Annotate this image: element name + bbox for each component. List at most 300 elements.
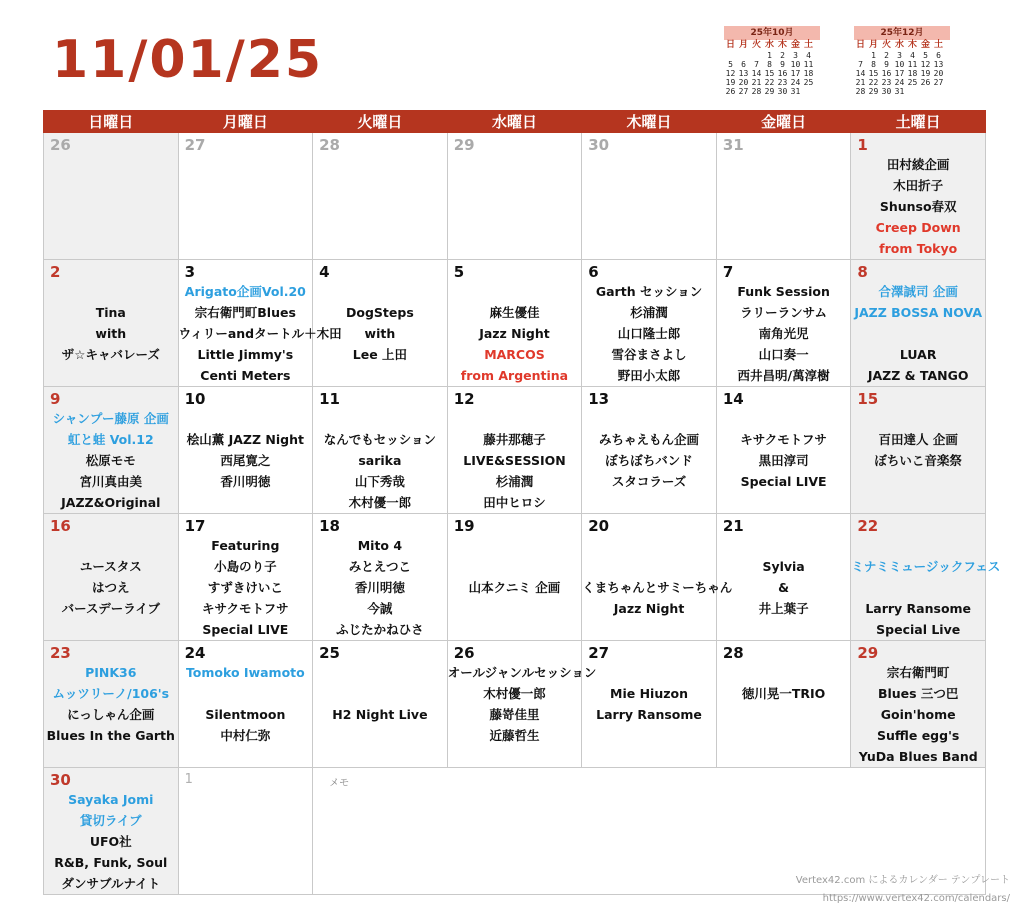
- event-list: [44, 662, 178, 746]
- event-line: 合澤誠司 企画: [878, 284, 958, 299]
- weekday-header-fri: 金曜日: [716, 111, 851, 133]
- event-line: Creep Down: [875, 220, 961, 235]
- mini-day: 18: [907, 69, 918, 78]
- template-credit: Vertex42.com によるカレンダー テンプレート: [795, 875, 1010, 886]
- event-line: JAZZ&Original: [61, 495, 161, 510]
- day-number: 8: [857, 263, 868, 281]
- day-cell-fri[interactable]: [716, 260, 851, 387]
- event-line: 杉浦潤: [630, 305, 668, 320]
- event-line: [717, 408, 851, 429]
- day-cell-wed[interactable]: [447, 514, 582, 641]
- event-line: [179, 683, 313, 704]
- event-line: [313, 662, 447, 683]
- event-line: 百田達人 企画: [878, 432, 958, 447]
- event-line: オールジャンルセッション: [447, 665, 597, 680]
- mini-calendar-week: [724, 69, 824, 78]
- mini-day: 30: [881, 87, 892, 96]
- event-line: 山口隆士郎: [617, 326, 681, 341]
- mini-weekday: 月: [868, 40, 878, 50]
- mini-calendar-header: 25年10月: [724, 26, 820, 40]
- day-number: 4: [319, 263, 330, 281]
- day-cell-wed[interactable]: [447, 641, 597, 768]
- day-number: 21: [722, 517, 744, 535]
- event-line: 小島のり子: [214, 559, 277, 574]
- day-number: 26: [50, 136, 71, 154]
- day-cell-mon[interactable]: [178, 641, 313, 768]
- mini-day: 5: [728, 60, 733, 69]
- event-line: [448, 556, 582, 577]
- mini-weekday: 火: [751, 40, 761, 50]
- event-list: [44, 281, 178, 365]
- event-list: [851, 408, 985, 471]
- mini-day: 31: [790, 87, 801, 96]
- mini-day: [919, 87, 932, 96]
- event-list: [178, 281, 342, 386]
- event-line: ミナミミュージックフェス: [851, 559, 1001, 574]
- event-line: LIVE&SESSION: [463, 453, 566, 468]
- page-title: 11/01/25: [52, 30, 324, 90]
- event-line: [582, 556, 716, 577]
- event-line: ダンサブルナイト: [61, 876, 161, 891]
- mini-day: 11: [907, 60, 918, 69]
- mini-day: 14: [855, 69, 866, 78]
- mini-weekday: 日: [725, 40, 735, 50]
- week-row: [44, 641, 986, 768]
- event-list: [717, 535, 851, 619]
- event-line: UFO社: [89, 834, 132, 849]
- event-line: 麻生優佳: [489, 305, 540, 320]
- day-cell-fri[interactable]: [716, 133, 851, 260]
- mini-day: [750, 51, 763, 60]
- event-line: ムッツリーノ/106's: [52, 686, 170, 701]
- mini-day: 19: [920, 69, 931, 78]
- day-cell-fri[interactable]: [716, 387, 851, 514]
- event-line: [851, 535, 985, 556]
- event-line: Blues 三つ巴: [877, 686, 959, 701]
- event-line: 雪谷まさよし: [611, 347, 687, 362]
- event-line: Larry Ransome: [865, 601, 972, 616]
- event-line: ぼちぼちバンド: [605, 453, 693, 468]
- event-line: with: [364, 326, 396, 341]
- week-row: [44, 387, 986, 514]
- event-line: [717, 662, 851, 683]
- mini-day: 19: [725, 78, 736, 87]
- day-cell-fri[interactable]: [716, 641, 851, 768]
- event-line: 徳川晃一TRIO: [741, 686, 826, 701]
- event-line: Jazz Night: [479, 326, 550, 341]
- mini-day: 27: [738, 87, 749, 96]
- event-line: Goin'home: [880, 707, 956, 722]
- event-line: Jazz Night: [613, 601, 685, 616]
- event-line: Silentmoon: [205, 707, 286, 722]
- event-line: 黒田淳司: [758, 453, 809, 468]
- mini-weekday: 木: [777, 40, 787, 50]
- event-line: [582, 535, 716, 556]
- event-line: 宮川真由美: [79, 474, 143, 489]
- mini-weekday: 金: [920, 40, 930, 50]
- event-line: sarika: [358, 453, 402, 468]
- event-list: [717, 408, 851, 492]
- day-cell-wed[interactable]: [447, 260, 582, 387]
- day-number: 29: [453, 136, 475, 154]
- mini-day: 17: [894, 69, 905, 78]
- event-line: Larry Ransome: [596, 707, 702, 722]
- mini-calendar-week: [854, 78, 954, 87]
- day-cell-sat[interactable]: [851, 133, 986, 260]
- mini-day: [802, 87, 815, 96]
- event-line: Blues In the Garth: [46, 728, 175, 743]
- mini-day: 30: [777, 87, 788, 96]
- day-cell-mon[interactable]: [178, 133, 313, 260]
- event-line: LUAR: [899, 347, 937, 362]
- event-line: Special LIVE: [740, 474, 827, 489]
- day-number: 25: [319, 644, 340, 662]
- day-number: 17: [184, 517, 206, 535]
- mini-day: 7: [754, 60, 759, 69]
- day-cell-tue[interactable]: [313, 260, 448, 387]
- event-line: 田中ヒロシ: [483, 495, 546, 510]
- mini-day: [854, 51, 867, 60]
- day-cell-sun[interactable]: [44, 387, 179, 514]
- mini-day: 4: [806, 51, 811, 60]
- mini-day: 13: [933, 60, 944, 69]
- day-number: 16: [50, 517, 71, 535]
- event-line: 木田折子: [893, 178, 944, 193]
- mini-day: 1: [871, 51, 876, 60]
- event-line: [448, 408, 582, 429]
- event-list: [851, 535, 1001, 640]
- event-list: [582, 408, 716, 492]
- mini-weekday: 木: [907, 40, 917, 50]
- day-cell-fri[interactable]: [716, 514, 851, 641]
- mini-day: 29: [764, 87, 775, 96]
- event-line: [851, 408, 985, 429]
- mini-day: 20: [738, 78, 749, 87]
- day-cell-thu[interactable]: [582, 387, 717, 514]
- day-number: 5: [453, 263, 465, 281]
- mini-day: 17: [790, 69, 801, 78]
- mini-calendar: [854, 26, 954, 96]
- day-cell-sat[interactable]: [851, 387, 986, 514]
- mini-day: 9: [780, 60, 785, 69]
- event-line: 井上葉子: [758, 601, 809, 616]
- day-cell-sun[interactable]: [44, 641, 179, 768]
- day-number: 11: [319, 390, 340, 408]
- mini-day: 18: [803, 69, 814, 78]
- event-line: [313, 408, 447, 429]
- day-number: 12: [453, 390, 475, 408]
- day-cell-thu[interactable]: [582, 641, 717, 768]
- event-list: [313, 408, 447, 513]
- mini-day: 20: [933, 69, 944, 78]
- day-cell-wed[interactable]: [447, 133, 582, 260]
- event-line: 杉浦潤: [495, 474, 534, 489]
- mini-day: 29: [868, 87, 879, 96]
- day-number: 23: [50, 644, 71, 662]
- day-cell-tue[interactable]: [313, 641, 448, 768]
- mini-day: 13: [738, 69, 749, 78]
- day-number: 24: [184, 644, 206, 662]
- event-line: Tomoko Iwamoto: [185, 665, 305, 680]
- mini-calendar-week: [854, 51, 954, 60]
- event-line: 山口奏一: [758, 347, 809, 362]
- event-line: Special LIVE: [202, 622, 289, 637]
- mini-calendar-week: [724, 51, 824, 60]
- event-line: [582, 662, 716, 683]
- mini-weekday: 土: [933, 40, 943, 50]
- event-line: みとえつこ: [348, 559, 412, 574]
- day-number: 6: [588, 263, 599, 281]
- day-cell-mon[interactable]: [178, 514, 313, 641]
- mini-day: 6: [936, 51, 941, 60]
- mini-day: 10: [790, 60, 801, 69]
- mini-weekday: 土: [803, 40, 813, 50]
- mini-day: 6: [741, 60, 746, 69]
- event-list: [582, 281, 716, 386]
- mini-day: 15: [868, 69, 879, 78]
- mini-day: 16: [881, 69, 892, 78]
- event-line: PINK36: [85, 665, 137, 680]
- mini-day: 26: [920, 78, 931, 87]
- mini-day: 28: [855, 87, 866, 96]
- event-list: [851, 662, 985, 767]
- mini-calendar-week: [724, 87, 824, 96]
- event-list: [448, 281, 582, 386]
- mini-day: 9: [884, 60, 889, 69]
- event-line: ぼちいこ音楽祭: [874, 453, 962, 468]
- mini-day: 16: [777, 69, 788, 78]
- day-number: 28: [722, 644, 744, 662]
- event-line: 貸切ライブ: [79, 813, 142, 828]
- event-list: [313, 535, 447, 640]
- month-calendar: [43, 110, 1001, 895]
- event-line: Sylvia: [762, 559, 805, 574]
- mini-day: 2: [780, 51, 785, 60]
- event-line: H2 Night Live: [332, 707, 428, 722]
- event-line: [851, 577, 985, 598]
- mini-day: 12: [920, 60, 931, 69]
- mini-day: [932, 87, 945, 96]
- mini-day: 31: [894, 87, 905, 96]
- event-line: DogSteps: [346, 305, 414, 320]
- event-line: MARCOS: [484, 347, 545, 362]
- event-list: [179, 662, 313, 746]
- event-list: [582, 662, 716, 725]
- event-list: [851, 154, 985, 259]
- event-line: スタコラーズ: [611, 474, 687, 489]
- day-cell-sat[interactable]: [851, 514, 1001, 641]
- mini-calendar-week: [854, 87, 954, 96]
- day-number: 26: [453, 644, 475, 662]
- day-cell-sun[interactable]: [44, 768, 179, 895]
- weekday-header-sun: 日曜日: [44, 111, 179, 133]
- event-line: [44, 281, 178, 302]
- day-cell-sat[interactable]: [851, 641, 986, 768]
- event-list: [179, 535, 313, 640]
- event-line: Little Jimmy's: [197, 347, 294, 362]
- event-line: Featuring: [211, 538, 280, 553]
- week-row: [44, 260, 986, 387]
- mini-day: 25: [907, 78, 918, 87]
- mini-day: 25: [803, 78, 814, 87]
- event-line: [313, 683, 447, 704]
- day-number: 31: [722, 136, 744, 154]
- event-line: バースデーライブ: [61, 601, 160, 616]
- day-cell-sun[interactable]: [44, 514, 179, 641]
- event-line: 山下秀哉: [354, 474, 405, 489]
- event-line: Lee 上田: [352, 347, 408, 362]
- mini-calendar-week: [724, 60, 824, 69]
- mini-day: 14: [751, 69, 762, 78]
- event-line: はつえ: [92, 580, 130, 595]
- event-line: にっしゃん企画: [67, 707, 155, 722]
- event-list: [851, 281, 985, 386]
- event-line: Sayaka Jomi: [68, 792, 154, 807]
- mini-day: [906, 87, 919, 96]
- mini-day: [737, 51, 750, 60]
- mini-day: 21: [855, 78, 866, 87]
- event-list: [717, 281, 851, 386]
- mini-weekday: 火: [881, 40, 891, 50]
- event-line: ザ☆キャバレーズ: [61, 347, 160, 362]
- day-number: 30: [50, 771, 71, 789]
- day-cell-tue[interactable]: [313, 133, 448, 260]
- template-url[interactable]: https://www.vertex42.com/calendars/: [822, 893, 1010, 904]
- mini-day: 10: [894, 60, 905, 69]
- mini-day: 8: [871, 60, 876, 69]
- mini-calendar-week: [854, 60, 954, 69]
- event-line: キサクモトフサ: [740, 432, 827, 447]
- mini-day: 2: [884, 51, 889, 60]
- event-line: JAZZ BOSSA NOVA: [854, 305, 983, 320]
- mini-calendar-weekdays: [854, 40, 954, 51]
- event-line: YuDa Blues Band: [858, 749, 978, 764]
- day-number: 10: [184, 390, 206, 408]
- mini-weekday: 月: [738, 40, 748, 50]
- event-line: Centi Meters: [200, 368, 291, 383]
- mini-day: 24: [894, 78, 905, 87]
- day-number: 1: [184, 772, 193, 787]
- day-cell-tue[interactable]: [313, 387, 448, 514]
- event-list: [447, 662, 597, 746]
- event-line: [448, 535, 582, 556]
- event-line: [851, 323, 985, 344]
- event-line: &: [778, 580, 790, 595]
- day-cell-mon[interactable]: [178, 387, 313, 514]
- event-line: 虹と蛙 Vol.12: [67, 432, 154, 447]
- event-line: キサクモトフサ: [202, 601, 289, 616]
- event-list: [313, 662, 447, 725]
- week-row: [44, 133, 986, 260]
- day-number: 18: [319, 517, 340, 535]
- day-number: 30: [588, 136, 610, 154]
- event-line: Funk Session: [737, 284, 830, 299]
- event-line: from Tokyo: [879, 241, 958, 256]
- mini-day: 15: [764, 69, 775, 78]
- day-cell-sat[interactable]: [851, 260, 986, 387]
- mini-calendar-week: [724, 78, 824, 87]
- event-line: [313, 281, 447, 302]
- mini-day: 26: [725, 87, 736, 96]
- weekday-header-sat: 土曜日: [851, 111, 986, 133]
- day-cell-sun[interactable]: [44, 133, 179, 260]
- day-cell-mon[interactable]: [178, 768, 313, 895]
- event-line: [717, 535, 851, 556]
- event-line: Garth セッション: [595, 284, 703, 299]
- day-number: 22: [857, 517, 879, 535]
- mini-day: 11: [803, 60, 814, 69]
- event-list: [448, 535, 582, 598]
- event-line: 南角光児: [758, 326, 809, 341]
- day-number: 3: [184, 263, 195, 281]
- day-cell-mon[interactable]: [178, 260, 342, 387]
- event-line: from Argentina: [460, 368, 569, 383]
- memo-label: メモ: [329, 778, 350, 789]
- day-cell-tue[interactable]: [313, 514, 448, 641]
- event-line: Mie Hiuzon: [610, 686, 689, 701]
- mini-day: [724, 51, 737, 60]
- event-line: 香川明徳: [220, 474, 271, 489]
- mini-weekday: 金: [790, 40, 800, 50]
- day-cell-thu[interactable]: [582, 260, 717, 387]
- event-line: 山本クニミ 企画: [468, 580, 561, 595]
- event-line: [179, 408, 313, 429]
- event-list: [313, 281, 447, 365]
- weekday-header-tue: 火曜日: [313, 111, 448, 133]
- event-line: Tina: [95, 305, 126, 320]
- event-list: [448, 408, 582, 513]
- day-number: 27: [588, 644, 610, 662]
- event-line: [582, 408, 716, 429]
- event-line: Shunso春双: [879, 199, 957, 214]
- event-line: 香川明徳: [354, 580, 405, 595]
- event-line: 宗右衛門町: [886, 665, 950, 680]
- day-cell-wed[interactable]: [447, 387, 582, 514]
- weekday-header-thu: 木曜日: [582, 111, 717, 133]
- event-line: シャンプー藤原 企画: [52, 411, 169, 426]
- mini-day: 5: [923, 51, 928, 60]
- mini-calendar-weekdays: [724, 40, 824, 51]
- day-cell-thu[interactable]: [582, 133, 717, 260]
- event-line: Suffle egg's: [877, 728, 960, 743]
- event-list: [717, 662, 851, 704]
- mini-calendar-week: [854, 69, 954, 78]
- event-line: [448, 281, 582, 302]
- event-line: 桧山薫 JAZZ Night: [186, 432, 304, 447]
- day-number: 2: [50, 263, 61, 281]
- day-number: 20: [588, 517, 610, 535]
- event-line: 近藤哲生: [489, 728, 540, 743]
- day-cell-sun[interactable]: [44, 260, 179, 387]
- event-list: [44, 789, 178, 894]
- event-line: Special Live: [876, 622, 961, 637]
- event-line: 藤嵜佳里: [489, 707, 540, 722]
- mini-day: 1: [767, 51, 772, 60]
- event-line: ラリーランサム: [740, 305, 828, 320]
- event-line: ふじたかねひさ: [336, 622, 424, 637]
- mini-weekday: 水: [764, 40, 774, 50]
- event-line: 木村優一郎: [483, 686, 546, 701]
- event-line: くまちゃんとサミーちゃん: [582, 580, 733, 595]
- day-number: 13: [588, 390, 610, 408]
- mini-day: 23: [881, 78, 892, 87]
- mini-day: 4: [910, 51, 915, 60]
- mini-day: 7: [858, 60, 863, 69]
- day-number: 15: [857, 390, 879, 408]
- event-line: R&B, Funk, Soul: [54, 855, 168, 870]
- event-line: Arigato企画Vol.20: [184, 284, 306, 299]
- event-line: [44, 535, 178, 556]
